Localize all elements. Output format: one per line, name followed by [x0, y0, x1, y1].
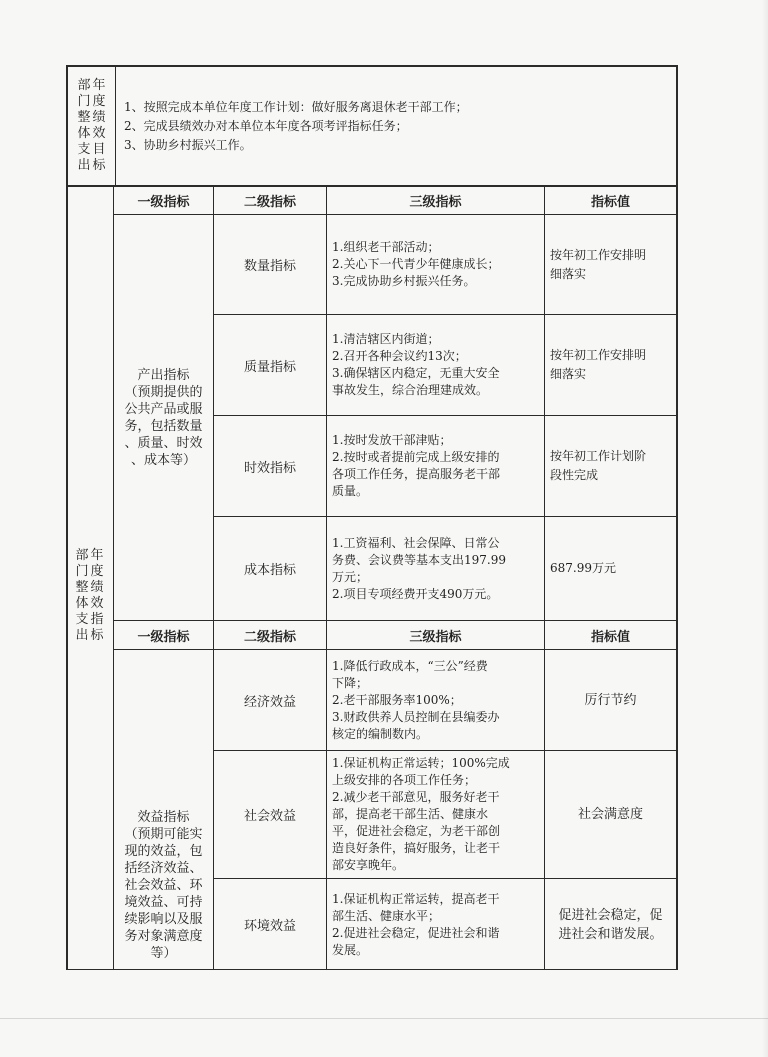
- header-level3: 三级指标: [409, 194, 462, 210]
- level2-economic: 经济效益: [243, 694, 296, 710]
- goal-label-cell: [68, 67, 116, 185]
- indicator-label-cell: [66, 186, 114, 970]
- header-level1-repeat: 一级指标: [137, 629, 190, 645]
- level2-environment: 环境效益: [243, 919, 296, 934]
- header-value-repeat: 指标值: [590, 629, 630, 645]
- value-economic: 厉行节约: [584, 692, 637, 708]
- value-quality: 按年初工作安排明 细落实: [550, 348, 647, 381]
- header-level3-repeat: 三级指标: [409, 629, 462, 645]
- value-quantity: 按年初工作安排明 细落实: [550, 247, 647, 281]
- goal-section: [66, 65, 678, 187]
- goal-label-col2: 年 度 绩 效 目 标: [92, 78, 106, 173]
- level3-economic: 1.降低行政成本，“三公”经费 下降； 2.老干部服务率100%； 3.财政供养人员控制在县编委办 核定的编制数内。: [332, 658, 500, 741]
- value-environment: 促进社会稳定，促 进社会和谐发展。: [558, 907, 663, 942]
- level2-timeliness: 时效指标: [243, 460, 296, 476]
- level2-quantity: 数量指标: [243, 259, 296, 274]
- level2-quality: 质量指标: [243, 359, 296, 375]
- value-social: 社会满意度: [577, 807, 643, 822]
- goal-label-col1: 部 门 整 体 支 出: [77, 78, 91, 173]
- level3-quantity: 1.组织老干部活动； 2.关心下一代青少年健康成长； 3.完成协助乡村振兴任务。: [332, 240, 500, 288]
- level3-quality: 1.清洁辖区内街道； 2.召开各种会议约13次； 3.确保辖区内稳定，无重大安全 事故发生，综合治理建成效。: [332, 332, 500, 397]
- indicator-label-col2: 年 度 绩 效 指 标: [90, 548, 104, 643]
- indicator-label-col1: 部 门 整 体 支 出: [75, 548, 89, 643]
- goal-text: [124, 98, 670, 155]
- goal-line: 1、按照完成本单位年度工作计划：做好服务离退休老干部工作；: [124, 100, 468, 114]
- level3-cost: 1.工资福利、社会保障、日常公 务费、会议费等基本支出197.99 万元； 2.项目专项经费开支490万元。: [332, 535, 506, 601]
- page-fold-line: [0, 1018, 768, 1019]
- value-timeliness: 按年初工作计划阶 段性完成: [550, 449, 647, 482]
- header-level2-repeat: 二级指标: [243, 629, 296, 645]
- output-level1-cell: 产出指标 （预期提供的 公共产品或服 务，包括数量 、质量、时效 、成本等）: [124, 367, 203, 468]
- value-cost: 687.99万元: [550, 561, 616, 575]
- goal-line: 2、完成县绩效办对本单位本年度各项考评指标任务；: [124, 119, 408, 133]
- goal-line: 3、协助乡村振兴工作。: [124, 138, 252, 152]
- header-value: 指标值: [590, 194, 630, 210]
- header-level1: 一级指标: [137, 194, 190, 210]
- level2-cost: 成本指标: [243, 563, 296, 578]
- header-level2: 二级指标: [243, 194, 296, 210]
- level3-environment: 1.保证机构正常运转，提高老干 部生活、健康水平； 2.促进社会稳定，促进社会和谐 发展。: [332, 891, 500, 957]
- effect-level1-cell: 效益指标 （预期可能实 现的效益，包 括经济效益、 社会效益、环 境效益、可持 续影响以及服 务对象满意度 等）: [124, 810, 203, 961]
- level3-social: 1.保证机构正常运转；100%完成 上级安排的各项工作任务； 2.减少老干部意见，服务好老干 部，提高老干部生活、健康水 平，促进社会稳定，为老干部创 造良好条件，搞好服务，让老干 部安享晚年。: [332, 756, 510, 872]
- level3-timeliness: 1.按时发放干部津贴； 2.按时或者提前完成上级安排的 各项工作任务，提高服务老干部 质量。: [332, 433, 501, 498]
- page-edge-shadow: [762, 0, 768, 1057]
- level2-social: 社会效益: [243, 809, 296, 824]
